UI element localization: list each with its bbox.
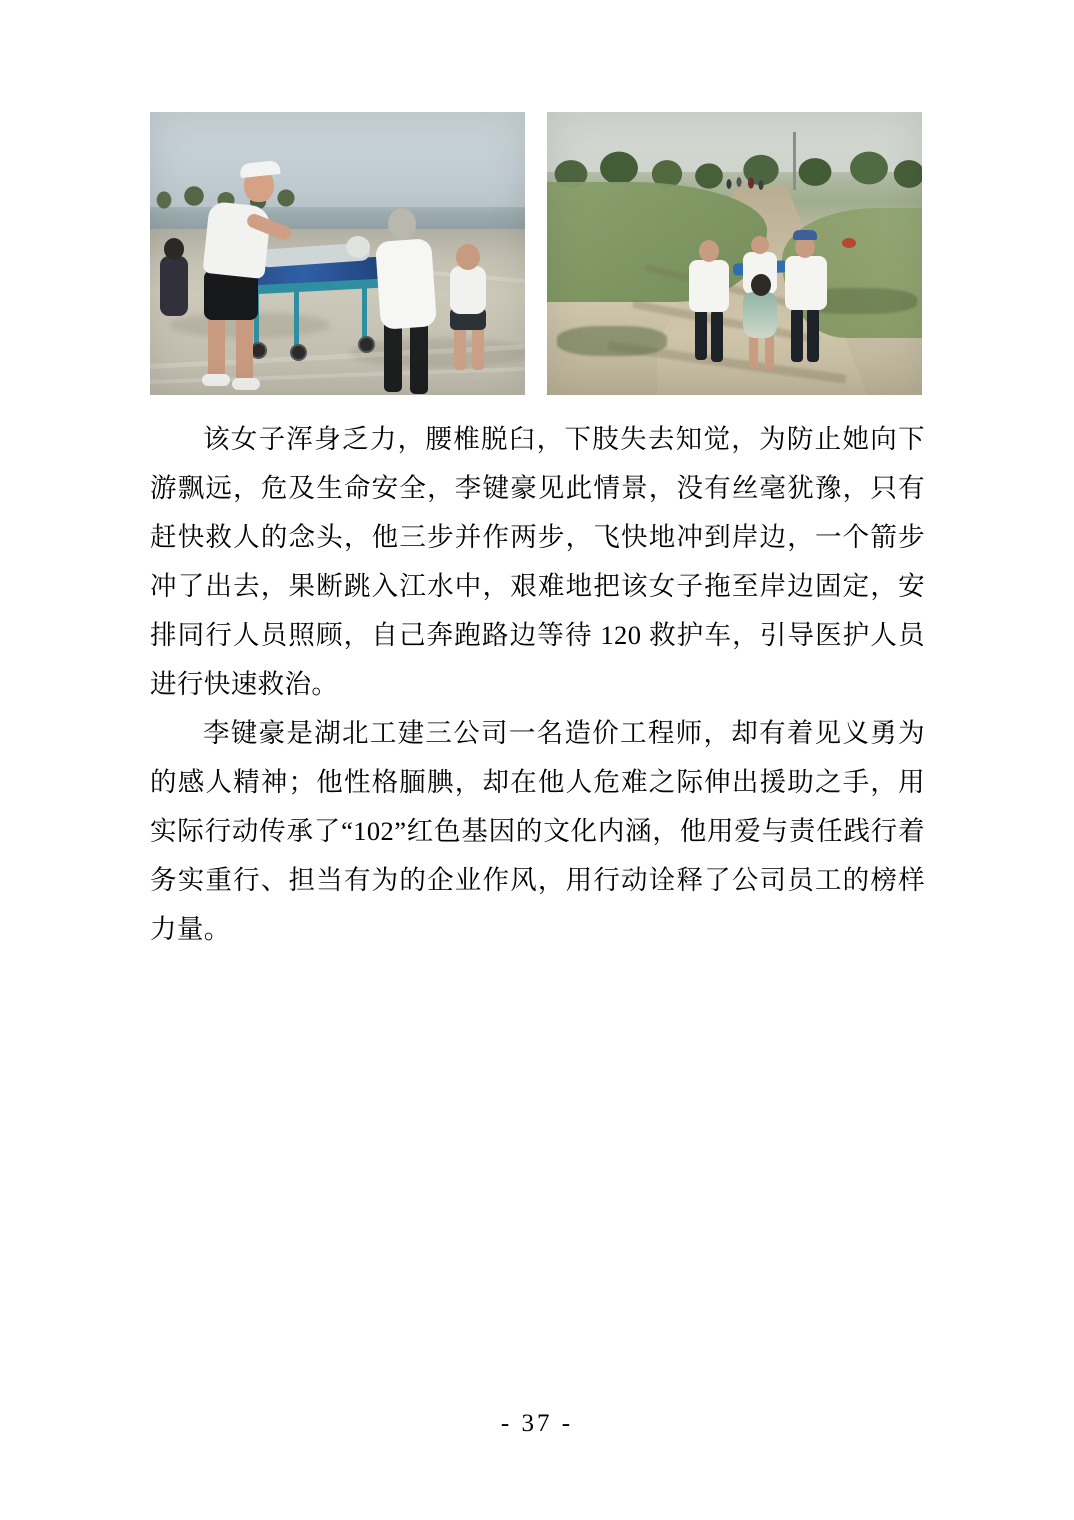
patient-head bbox=[346, 236, 370, 258]
child-dress bbox=[743, 292, 777, 338]
photo-group-pushing-stretcher-road bbox=[547, 112, 922, 395]
rescuer-leg bbox=[236, 316, 253, 382]
rescuer-leg bbox=[695, 308, 707, 360]
red-marker bbox=[842, 238, 856, 248]
child-leg bbox=[749, 334, 758, 370]
child-leg bbox=[765, 334, 774, 370]
figure-row bbox=[150, 112, 925, 395]
paragraph-2: 李键豪是湖北工建三公司一名造价工程师，却有着见义勇为的感人精神；他性格腼腆，却在他人危难之际伸出援助之手，用实际行动传承了“102”红色基因的文化内涵，他用爱与责任践行着务实重行、担当有为的企业作风，用行动诠释了公司员工的榜样力量。 bbox=[150, 718, 925, 944]
stretcher-wheel bbox=[358, 336, 375, 353]
rescuer-white-shirt bbox=[689, 260, 729, 312]
page-content bbox=[150, 112, 925, 954]
distant-people bbox=[723, 170, 767, 196]
rescuer-head bbox=[699, 240, 719, 262]
rescuer-shoe bbox=[232, 378, 260, 390]
stretcher-wheel bbox=[290, 344, 307, 361]
helper-leg bbox=[384, 320, 402, 392]
roadside-grass bbox=[557, 326, 667, 356]
rescuer-leg bbox=[208, 312, 225, 378]
blue-cap bbox=[793, 230, 817, 240]
grass-left bbox=[547, 182, 767, 302]
boy-head bbox=[456, 244, 480, 270]
rescuer-leg bbox=[711, 310, 723, 362]
page-number: - 37 - bbox=[500, 1410, 574, 1437]
stretcher-leg bbox=[294, 292, 299, 348]
helper-leg bbox=[410, 322, 428, 394]
utility-pole bbox=[793, 132, 796, 190]
rescuer-leg bbox=[791, 308, 803, 362]
child-head bbox=[751, 274, 771, 296]
child-figure bbox=[160, 256, 188, 316]
rescuer-head bbox=[751, 236, 769, 254]
rescuer-leg bbox=[807, 308, 819, 362]
paragraph-1: 该女子浑身乏力，腰椎脱臼，下肢失去知觉，为防止她向下游飘远，危及生命安全，李键豪见此情景，没有丝毫犹豫，只有赶快救人的念头，他三步并作两步，飞快地冲到岸边，一个箭步冲了出去，果断跳入江水中，艰难地把该女子拖至岸边固定，安排同行人员照顾，自己奔跑路边等待 120 救护车，引导医护人员进行快速救治。 bbox=[150, 424, 925, 699]
child-head bbox=[164, 238, 184, 260]
helper-head bbox=[388, 208, 416, 240]
body-text bbox=[150, 415, 925, 954]
helper-torso bbox=[375, 238, 437, 330]
boy-leg bbox=[454, 326, 466, 370]
photo-rescue-stretcher-beach bbox=[150, 112, 525, 395]
rescuer-white-shirt bbox=[785, 256, 827, 310]
rescuer-shoe bbox=[202, 374, 230, 386]
rescuer-torso bbox=[202, 201, 271, 279]
boy-leg bbox=[472, 326, 484, 370]
stretcher-leg bbox=[362, 284, 367, 340]
boy-tank-top bbox=[450, 266, 486, 314]
